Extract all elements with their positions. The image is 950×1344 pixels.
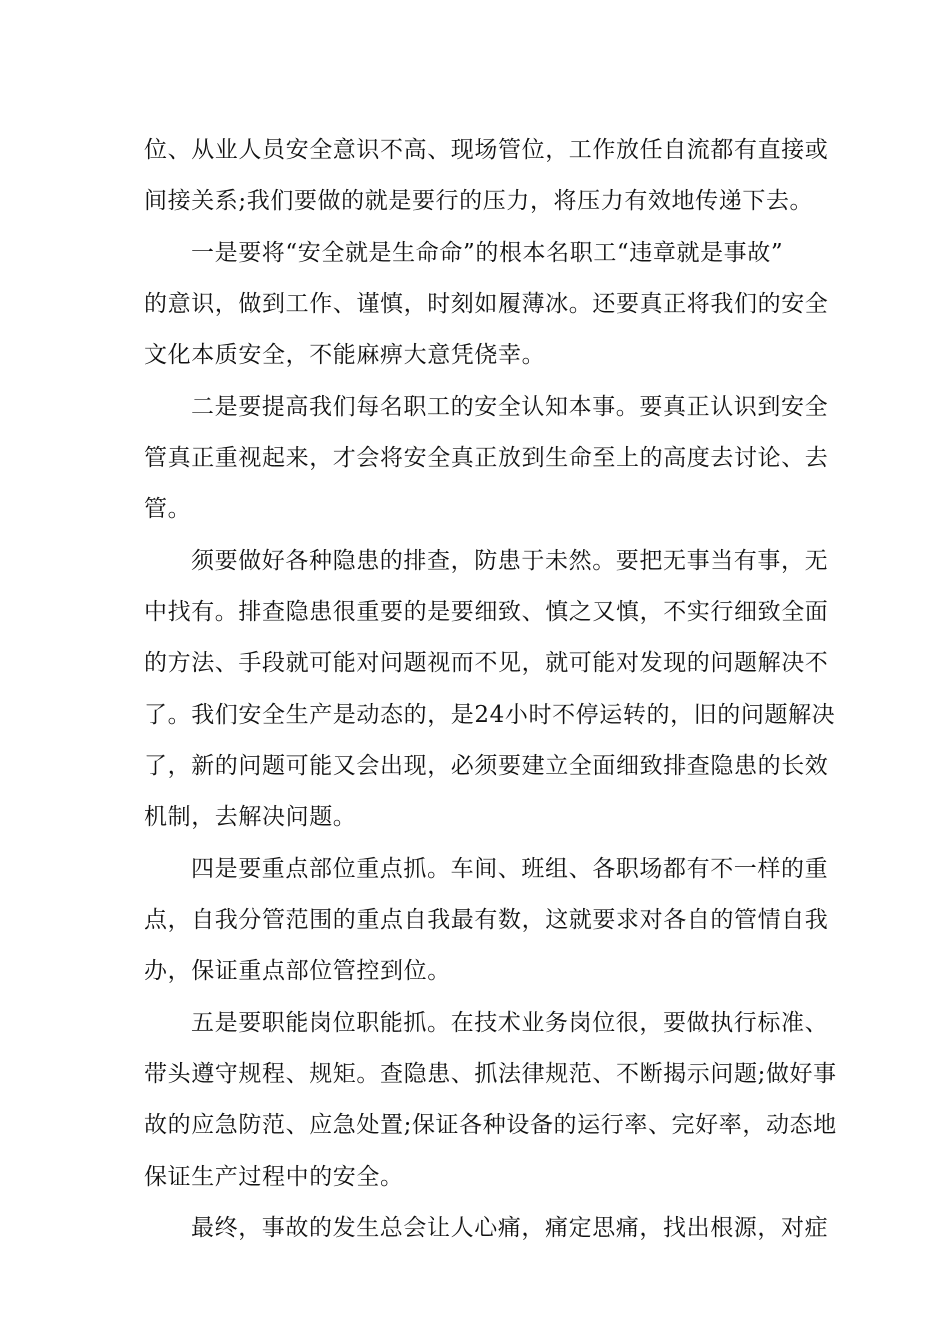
text-line: 了，新的问题可能又会出现，必须要建立全面细致排查隐患的长效 [144,753,829,779]
paragraph-first-line: 一是要将“安全就是生命命”的根本名职工“违章就是事故” [191,240,784,266]
text-line: 办，保证重点部位管控到位。 [144,958,451,984]
text-line: 管。 [144,496,192,522]
paragraph-first-line: 五是要职能岗位职能抓。在技术业务岗位很，要做执行标准、 [191,1010,829,1036]
text-line: 间接关系;我们要做的就是要行的压力，将压力有效地传递下去。 [144,188,814,214]
text-line: 带头遵守规程、规矩。查隐患、抓法律规范、不断揭示问题;做好事 [144,1061,837,1087]
text-line: 位、从业人员安全意识不高、现场管位，工作放任自流都有直接或 [144,137,829,163]
paragraph-first-line: 四是要重点部位重点抓。车间、班组、各职场都有不一样的重 [191,856,829,882]
paragraph-first-line: 最终，事故的发生总会让人心痛，痛定思痛，找出根源，对症 [191,1215,829,1241]
paragraph-first-line: 须要做好各种隐患的排查，防患于未然。要把无事当有事，无 [191,548,829,574]
text-line: 文化本质安全，不能麻痹大意凭侥幸。 [144,342,546,368]
text-line: 了。我们安全生产是动态的，是24小时不停运转的，旧的问题解决 [144,702,836,728]
text-line: 故的应急防范、应急处置;保证各种设备的运行率、完好率，动态地 [144,1112,837,1138]
text-line: 的方法、手段就可能对问题视而不见，就可能对发现的问题解决不 [144,650,829,676]
text-line: 管真正重视起来，才会将安全真正放到生命至上的高度去讨论、去 [144,445,829,471]
text-line: 机制，去解决问题。 [144,804,357,830]
text-line: 的意识，做到工作、谨慎，时刻如履薄冰。还要真正将我们的安全 [144,291,829,317]
paragraph-first-line: 二是要提高我们每名职工的安全认知本事。要真正认识到安全 [191,394,829,420]
text-line: 点，自我分管范围的重点自我最有数，这就要求对各自的管情自我 [144,907,829,933]
text-line: 保证生产过程中的安全。 [144,1164,404,1190]
text-line: 中找有。排查隐患很重要的是要细致、慎之又慎，不实行细致全面 [144,599,829,625]
